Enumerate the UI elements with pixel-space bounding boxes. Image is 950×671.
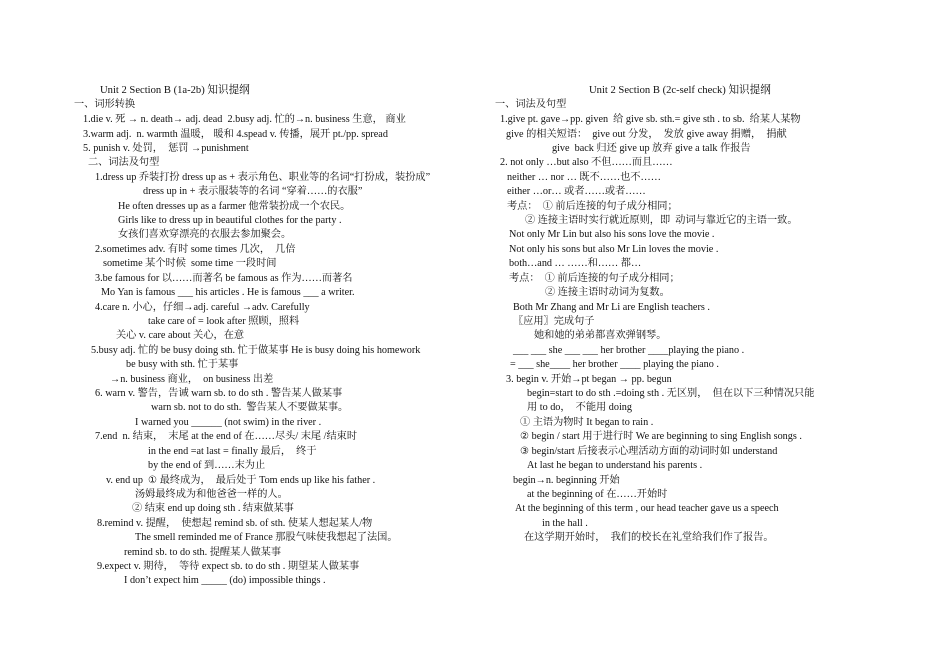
left-line: 汤姆最终成为和他爸爸一样的人。	[135, 489, 288, 500]
right-line: ③ begin/start 后接表示心理活动方面的动词时如 understand	[520, 446, 778, 457]
right-line: Not only Mr Lin but also his sons love the movie .	[509, 229, 715, 240]
left-line: sometime 某个时候 some time 一段时间	[103, 258, 277, 269]
right-line: ② 连接主语时实行就近原则，即 动词与靠近它的主语一致。	[525, 215, 798, 226]
left-line: in the end =at last = finally 最后， 终于	[148, 446, 317, 457]
left-line: Girls like to dress up in beautiful clothes for the party .	[118, 215, 342, 226]
right-line: At last he began to understand his parents .	[527, 460, 703, 471]
left-line: ② 结束 end up doing sth . 结束做某事	[132, 503, 294, 514]
right-line: Both Mr Zhang and Mr Li are English teachers .	[513, 302, 710, 313]
right-line: 3. begin v. 开始→pt began → pp. begun	[506, 374, 672, 385]
right-line: give back 归还 give up 放弃 give a talk 作报告	[552, 143, 751, 154]
left-line: by the end of 到……末为止	[148, 460, 266, 471]
left-line: I don’t expect him _____ (do) impossible things .	[124, 575, 326, 586]
left-line: 5.busy adj. 忙的 be busy doing sth. 忙于做某事 He is busy doing his homework	[91, 345, 421, 356]
right-line: give 的相关短语： give out 分发， 发放 give away 捐赠， 捐献	[506, 129, 787, 140]
right-line: at the beginning of 在……开始时	[527, 489, 668, 500]
left-line: 7.end n. 结束， 末尾 at the end of 在……尽头/ 末尾 /结束时	[95, 431, 358, 442]
left-section-heading: 一、词形转换	[74, 99, 136, 110]
left-line: 9.expect v. 期待， 等待 expect sb. to do sth . 期望某人做某事	[97, 561, 360, 572]
left-line: be busy with sth. 忙于某事	[126, 359, 239, 370]
right-line: 在这学期开始时， 我们的校长在礼堂给我们作了报告。	[524, 532, 774, 543]
left-line: 6. warn v. 警告，告诫 warn sb. to do sth . 警告某人做某事	[95, 388, 343, 399]
right-line: ___ ___ she ___ ___ her brother ____playing the piano .	[513, 345, 745, 356]
left-line: I warned you ______ (not swim) in the river .	[135, 417, 322, 428]
left-line: 3.warm adj. n. warmth 温暖， 暖和 4.spead v. 传播，展开 pt./pp. spread	[83, 129, 388, 140]
left-line: He often dresses up as a farmer 他常装扮成一个农民。	[118, 201, 351, 212]
left-line: →n. business 商业， on business 出差	[110, 374, 274, 385]
right-line: 1.give pt. gave→pp. given 给 give sb. sth.= give sth . to sb. 给某人某物	[500, 114, 801, 125]
right-line: 她和她的弟弟都喜欢弹钢琴。	[534, 330, 667, 341]
right-line: = ___ she____ her brother ____ playing the piano .	[510, 359, 719, 370]
right-title: Unit 2 Section B (2c-self check) 知识提纲	[589, 85, 771, 96]
left-line: remind sb. to do sth. 提醒某人做某事	[124, 547, 282, 558]
left-title: Unit 2 Section B (1a-2b) 知识提纲	[100, 85, 250, 96]
left-line: v. end up ① 最终成为， 最后处于 Tom ends up like his father .	[106, 475, 376, 486]
right-line: ② begin / start 用于进行时 We are beginning to sing English songs .	[520, 431, 802, 442]
left-line: dress up in + 表示服装等的名词 “穿着……的衣服”	[143, 186, 363, 197]
left-line: 5. punish v. 处罚， 惩罚 →punishment	[83, 143, 249, 154]
right-line: in the hall .	[542, 518, 588, 529]
right-line: begin→n. beginning 开始	[513, 475, 620, 486]
left-line: Mo Yan is famous ___ his articles . He is famous ___ a writer.	[101, 287, 355, 298]
right-line: At the beginning of this term , our head teacher gave us a speech	[515, 503, 779, 514]
right-line: ② 连接主语时动词为复数。	[545, 287, 670, 298]
left-line: 3.be famous for 以……而著名 be famous as 作为……而著名	[95, 273, 353, 284]
right-line: ① 主语为物时 It began to rain .	[520, 417, 654, 428]
right-line: either …or… 或者……或者……	[507, 186, 646, 197]
left-line: 1.die v. 死 → n. death→ adj. dead 2.busy adj. 忙的→n. business 生意， 商业	[83, 114, 406, 125]
right-line: begin=start to do sth .=doing sth . 无区别， 但在以下三种情况只能	[527, 388, 815, 399]
left-line: 1.dress up 乔装打扮 dress up as + 表示角色、职业等的名词“打扮成，装扮成”	[95, 172, 431, 183]
right-line: Not only his sons but also Mr Lin loves the movie .	[509, 244, 719, 255]
left-line: The smell reminded me of France 那股气味使我想起了法国。	[135, 532, 398, 543]
left-line: 2.sometimes adv. 有时 some times 几次， 几倍	[95, 244, 296, 255]
left-line: take care of = look after 照顾，照料	[148, 316, 300, 327]
right-line: 〖应用〗完成句子	[513, 316, 595, 327]
right-line: 用 to do， 不能用 doing	[527, 402, 632, 413]
left-line: 女孩们喜欢穿漂亮的衣服去参加聚会。	[118, 229, 292, 240]
left-line: 4.care n. 小心，仔细→adj. careful →adv. Carefully	[95, 302, 310, 313]
left-section-heading: 二、词法及句型	[88, 157, 160, 168]
left-line: warn sb. not to do sth. 警告某人不要做某事。	[151, 402, 349, 413]
left-line: 关心 v. care about 关心，在意	[116, 330, 245, 341]
right-line: neither … nor … 既不……也不……	[507, 172, 661, 183]
left-line: 8.remind v. 提醒， 使想起 remind sb. of sth. 使某人想起某人/物	[97, 518, 373, 529]
right-line: 2. not only …but also 不但……而且……	[500, 157, 673, 168]
right-line: both…and … ……和…… 都…	[509, 258, 642, 269]
right-line: 考点： ① 前后连接的句子成分相同；	[509, 273, 680, 284]
right-line: 考点： ① 前后连接的句子成分相同；	[507, 201, 678, 212]
right-section-heading: 一、词法及句型	[495, 99, 567, 110]
